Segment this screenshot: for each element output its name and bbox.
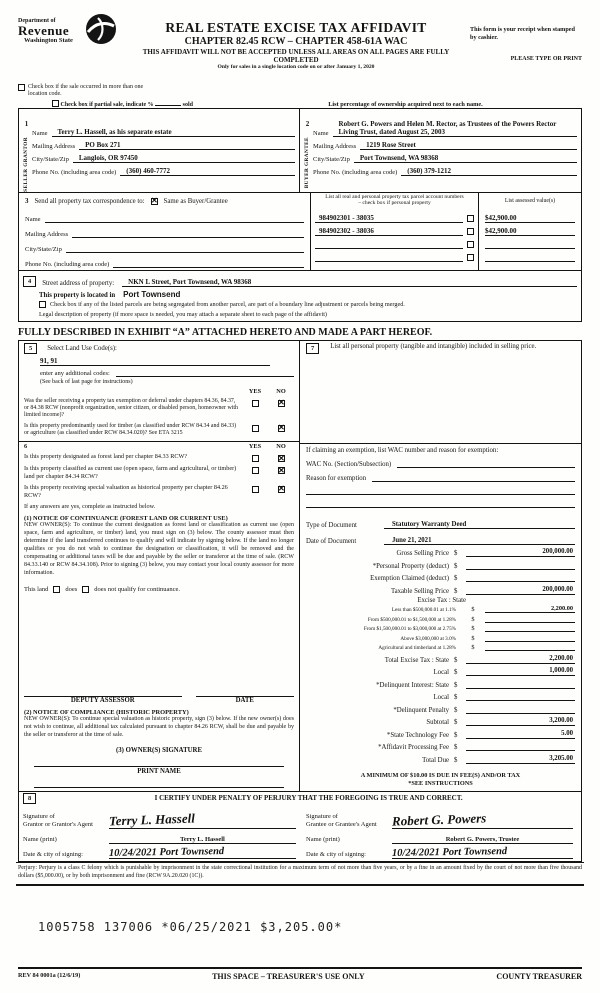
money-value[interactable]: 200,000.00 [466, 548, 575, 557]
dollar-sign: $ [454, 587, 458, 595]
section3-number: 3 [25, 197, 29, 206]
total-row: Total Excise Tax : State $ 2,200.00 [384, 654, 573, 664]
personal-property-blank-area[interactable] [306, 354, 575, 443]
reason-label: Reason for exemption [306, 474, 367, 482]
money-row: Taxable Selling Price $ 200,000.00 [390, 585, 573, 595]
tier-value[interactable] [485, 624, 575, 632]
ownership-note: List percentage of ownership acquired next to each name. [328, 100, 483, 108]
buyer-name-label: Name [313, 129, 329, 137]
reason-field-line2[interactable] [306, 482, 575, 495]
section6-number: 6 [24, 443, 28, 451]
dor-logo [18, 10, 122, 45]
county-treasurer-label: COUNTY TREASURER [496, 972, 582, 981]
grantee-name-print-label: Name (print) [306, 835, 340, 843]
q-no-checkbox[interactable] [278, 425, 285, 432]
does-qualify-checkbox[interactable] [53, 586, 60, 593]
total-value[interactable]: 3,200.00 [466, 717, 575, 726]
land-use-codes-field[interactable]: 91, 91 [40, 357, 270, 366]
parcel-number[interactable] [315, 248, 463, 249]
grantor-signature-line[interactable] [109, 812, 296, 829]
print-name-line[interactable] [34, 787, 284, 788]
money-row: *Personal Property (deduct) $ [306, 557, 575, 570]
personal-property-checkbox[interactable] [467, 241, 474, 248]
excise-tax-header: Excise Tax : State [417, 596, 466, 604]
q-yes-checkbox[interactable] [252, 467, 259, 474]
total-row: Local $ [306, 689, 575, 702]
pre-table-notes [18, 84, 582, 108]
partial-sale-label: Check box if partial sale, indicate % [60, 101, 154, 108]
seller-name-label: Name [32, 129, 48, 137]
corr-phone-field[interactable] [113, 259, 304, 268]
no-header: NO [276, 443, 286, 451]
does-not-qualify-checkbox[interactable] [82, 586, 89, 593]
question-row [24, 453, 294, 462]
continuance-text: NEW OWNER(S): To continue the current designation as forest land or classification as current use (open space, farm and agriculture, or timber) land, you must sign on (3) below. The county assessor must then determine if the land transferred continues to qualify and will indicate by signing below. If the land no longer qualifies or you do not wish to continue the designation or classification, it will be removed and the compensating or additional taxes will be due and payable by the seller or transferor at the time of sale. (RCW 84.33.140 or RCW 84.34.108). Prior to signing (3) below, you may contact your local county assessor for more information. [24, 522, 294, 576]
seller-city-field[interactable]: Langlois, OR 97450 [73, 154, 295, 163]
tier-row: Above $3,000,000 at 3.0% $ [306, 632, 575, 642]
street-address-label: Street address of property: [42, 279, 115, 287]
parcel-header: List all real and personal property tax parcel account numbers [325, 193, 464, 200]
question-text: Is this property designated as forest land per chapter 84.33 RCW? [24, 453, 188, 461]
form-title: REAL ESTATE EXCISE TAX AFFIDAVIT [165, 20, 427, 35]
q-yes-checkbox[interactable] [252, 400, 259, 407]
owners-signature-label: (3) OWNER(S) SIGNATURE [116, 746, 202, 754]
owners-signature-line[interactable] [34, 766, 284, 767]
parcel-row [315, 249, 474, 262]
total-row: Total Due $ 3,205.00 [422, 754, 573, 764]
please-type-or-print: PLEASE TYPE OR PRINT [510, 55, 582, 62]
parcel-number[interactable] [315, 261, 463, 262]
deputy-assessor-label[interactable]: DEPUTY ASSESSOR [24, 696, 182, 704]
form-subtitle: CHAPTER 82.45 RCW – CHAPTER 458-61A WAC [184, 36, 408, 47]
dollar-sign: $ [454, 681, 458, 689]
tier-row: From $500,000.01 to $1,500,000 at 1.28% $ [306, 613, 575, 623]
corr-mailing-field[interactable] [72, 229, 304, 238]
header [18, 10, 582, 82]
total-value[interactable] [466, 742, 575, 751]
dollar-sign: $ [454, 706, 458, 714]
additional-codes-label: enter any additional codes: [40, 369, 110, 377]
segregated-label: Check box if any of the listed parcels are being segregated from another parcel, are part of a boundary line adjustment or parcels being merged. [50, 300, 405, 308]
buyer-phone-field[interactable]: (360) 379-1212 [401, 167, 577, 176]
doc-date-value[interactable]: June 21, 2021 [384, 537, 575, 545]
grantor-sig-label: Signature of [23, 813, 55, 821]
partial-sale-checkbox[interactable] [52, 100, 59, 107]
left-column [19, 341, 300, 791]
buyer-role-label: BUYER GRANTEE [304, 136, 311, 189]
page-footer [18, 967, 582, 981]
dollar-sign: $ [454, 562, 458, 570]
exemption-intro: If claiming an exemption, list WAC number and reason for exemption: [306, 446, 499, 454]
grantor-date-city-line[interactable] [109, 847, 296, 859]
total-row: *State Technology Fee $ 5.00 [386, 729, 573, 739]
question-row [24, 398, 294, 420]
print-name-label: PRINT NAME [137, 767, 181, 775]
doc-type-label: Type of Document [306, 521, 357, 529]
total-value[interactable]: 1,000.00 [466, 667, 575, 676]
seller-name-field[interactable] [52, 128, 295, 137]
dollar-sign: $ [454, 694, 458, 702]
assessed-value[interactable]: $42,900.00 [485, 223, 575, 236]
question-row [24, 423, 294, 438]
dollar-sign: $ [454, 550, 458, 558]
section7-number: 7 [306, 343, 319, 354]
doc-date-label: Date of Document [306, 537, 357, 545]
street-address-field[interactable]: NKN L Street, Port Townsend, WA 98368 [122, 278, 577, 287]
q-no-checkbox[interactable] [278, 486, 285, 493]
perjury-notice: Perjury: Perjury is a class C felony which is punishable by imprisonment in the state correctional institution for a maximum term of not more than five years, or by a fine in an amount fixed by the court of not more than five thousand dollars ($5,000.00), or by both imprisonment and fine (RCW 9A.20.020 (1C)). [16, 862, 584, 886]
dollar-sign: $ [454, 575, 458, 583]
section-8 [18, 792, 582, 862]
grantor-date-city: 10/24/2021 Port Townsend [108, 845, 225, 859]
dollar-sign: $ [454, 744, 458, 752]
buyer-phone-label: Phone No. (including area code) [313, 168, 398, 176]
exemption-block [300, 443, 581, 789]
total-value[interactable] [466, 680, 575, 689]
section8-number: 8 [23, 793, 36, 804]
date-label[interactable]: DATE [196, 696, 294, 704]
grantee-date-city-line[interactable] [392, 847, 573, 859]
seller-role-label: SELLER GRANTOR [23, 136, 30, 192]
minimum-due-note: A MINIMUM OF $10.00 IS DUE IN FEE(S) AND/OR TAX *SEE INSTRUCTIONS [306, 772, 575, 789]
grantor-signature-block: Signature of Grantor or Grantor's Agent Terry L. Hassell Name (print) Terry L. Hassell Date & city of signing: 10/24/2021 Port Townsend [23, 804, 300, 859]
corr-phone-label: Phone No. (including area code) [25, 260, 110, 268]
assessed-value[interactable] [485, 236, 575, 249]
qualify-line: This land does does not qualify for continuance. [24, 585, 181, 593]
parcel-row [315, 210, 474, 223]
dollar-sign: $ [454, 669, 458, 677]
question-text: Was the seller receiving a property tax exemption or deferral under chapters 84.36, 84.37, or 84.38 RCW (nonprofit organization, senior citizen, or disabled person, homeowner with limited income)? [24, 397, 238, 419]
assessed-value-header: List assessed value(s) [504, 197, 556, 204]
correspondence-label: Send all property tax correspondence to: [34, 197, 145, 205]
multi-location-label: Check box if the sale occurred in more than one location code. [28, 84, 144, 97]
seller-city-label: City/State/Zip [32, 155, 69, 163]
wac-label: WAC No. (Section/Subsection) [306, 460, 392, 468]
logo-line3: Washington State [24, 36, 73, 44]
grantee-sig-label: Signature of [306, 813, 338, 821]
see-instructions-note: *SEE INSTRUCTIONS [408, 780, 473, 788]
total-row: *Affidavit Processing Fee $ [306, 739, 575, 752]
seller-phone-label: Phone No. (including area code) [32, 168, 117, 176]
tier-value[interactable] [485, 643, 575, 651]
q-yes-checkbox[interactable] [252, 425, 259, 432]
form-body [18, 108, 582, 322]
parcel-row [315, 223, 474, 236]
partial-sale-percent-line[interactable] [155, 105, 181, 106]
certify-text: I CERTIFY UNDER PENALTY OF PERJURY THAT THE FOREGOING IS TRUE AND CORRECT. [154, 794, 463, 803]
money-value[interactable]: 200,000.00 [466, 586, 575, 595]
yes-header: YES [248, 387, 262, 395]
buyer-name-field[interactable] [333, 120, 577, 137]
tier-row: Agricultural and timberland at 1.28% $ [306, 642, 575, 652]
buyer-mailing-label: Mailing Address [313, 142, 357, 150]
main-columns [18, 340, 582, 792]
section5-number: 5 [24, 343, 37, 354]
corr-name-field[interactable] [45, 214, 304, 223]
grantee-date-city-label: Date & city of signing: [306, 850, 366, 858]
seller-name-value: Terry L. Hassell, as his separate estate [57, 127, 172, 136]
form-warning: THIS AFFIDAVIT WILL NOT BE ACCEPTED UNLESS ALL AREAS ON ALL PAGES ARE FULLY COMPLETED [142, 48, 450, 64]
logo-line1: Department of [18, 18, 56, 24]
dollar-sign: $ [454, 731, 458, 739]
corr-mailing-label: Mailing Address [25, 230, 69, 238]
corr-city-label: City/State/Zip [25, 245, 62, 253]
dollar-sign: $ [454, 656, 458, 664]
seller-mailing-label: Mailing Address [32, 142, 76, 150]
doc-type-value[interactable]: Statutory Warranty Deed [384, 521, 575, 529]
single-location-note: Only for sales in a single location code on or after January 1, 2020 [217, 64, 375, 70]
seller-section-number: 1 [24, 119, 29, 128]
title-block [122, 10, 470, 70]
total-row: Local $ 1,000.00 [433, 667, 573, 677]
section-3 [19, 192, 581, 270]
total-row: *Delinquent Interest: State $ [306, 676, 575, 689]
grantee-signature: Robert G. Powers [391, 809, 487, 829]
compliance-text: NEW OWNER(S): To continue special valuation as historic property, sign (3) below. If the new owner(s) does not wish to continue, all additional tax calculated pursuant to chapter 84.26 RCW, shall be due and payable by the seller or transferor at the time of sale. [24, 716, 294, 738]
yes-header: YES [248, 443, 262, 451]
legal-description-label: Legal description of property (if more space is needed, you may attach a separate sheet to each page of the affidavit) [39, 310, 327, 318]
tier-value[interactable]: 2,200.00 [485, 605, 575, 613]
dollar-sign: $ [471, 606, 475, 614]
total-value[interactable]: 5.00 [466, 730, 575, 739]
total-row: Subtotal $ 3,200.00 [426, 717, 573, 727]
seller-phone-field[interactable]: (360) 460-7772 [120, 167, 295, 176]
question-row [24, 484, 294, 500]
dollar-sign: $ [471, 644, 475, 652]
grantor-date-city-label: Date & city of signing: [23, 850, 83, 858]
grantor-name-print-label: Name (print) [23, 835, 57, 843]
assessed-value[interactable]: $42,900.00 [485, 210, 575, 223]
parties-table [19, 109, 581, 192]
personal-property-label: List all personal property (tangible and intangible) included in selling price. [330, 342, 537, 350]
dollar-sign: $ [454, 719, 458, 727]
parcel-number[interactable]: 984902301 - 38035 [315, 214, 463, 223]
question-text: Is this property classified as current use (open space, farm and agricultural, or timber) land per chapter 84.34 RCW? [24, 465, 237, 481]
segregated-checkbox[interactable] [39, 301, 46, 308]
corr-city-field[interactable] [66, 244, 304, 253]
total-value[interactable] [466, 705, 575, 714]
tier-row: From $1,500,000.01 to $3,000,000 at 2.75% $ [306, 623, 575, 633]
money-value[interactable] [466, 561, 575, 570]
form-revision: REV 84 0001a (12/6/19) [18, 972, 81, 979]
right-column [300, 341, 581, 791]
grantee-signature-line[interactable] [391, 809, 573, 829]
q-no-checkbox[interactable] [278, 400, 285, 407]
section4-number: 4 [23, 276, 36, 287]
see-back-note: (See back of last page for instructions) [40, 378, 133, 385]
money-row: Exemption Claimed (deduct) $ [306, 570, 575, 583]
dor-logo-icon [84, 12, 118, 51]
if-yes-note: If any answers are yes, complete as instructed below. [24, 503, 156, 511]
owners-signature-block [24, 747, 294, 789]
buyer-city-field[interactable]: Port Townsend, WA 98368 [354, 154, 577, 163]
question-text: Is this property predominantly used for timber (as classified under RCW 84.34 and 84.33) or agriculture (as classified under RCW 84.34.020)? See ETA 3215 [24, 422, 237, 437]
logo-line2: Revenue [18, 23, 70, 39]
located-in-value[interactable]: Port Townsend [123, 289, 181, 299]
same-as-buyer-label: Same as Buyer/Grantee [163, 197, 228, 205]
partial-sale-suffix: sold [182, 101, 194, 108]
total-row: *Delinquent Penalty $ [306, 701, 575, 714]
no-header: NO [276, 387, 286, 395]
section-6 [19, 441, 299, 592]
additional-codes-field[interactable] [116, 369, 294, 377]
parcel-row [315, 236, 474, 249]
money-row: Gross Selling Price $ 200,000.00 [396, 548, 573, 558]
buyer-city-label: City/State/Zip [313, 155, 350, 163]
buyer-section-number: 2 [305, 119, 310, 128]
money-value[interactable] [466, 573, 575, 582]
total-value[interactable] [466, 692, 575, 701]
question-text: Is this property receiving special valuation as historical property per chapter 84.26 RCW? [24, 483, 228, 499]
total-value[interactable]: 2,200.00 [466, 655, 575, 664]
buyer-name-value: Robert G. Powers and Helen M. Rector, as Trustees of the Powers Rector Living Trust, dated August 25, 2003 [338, 119, 557, 136]
personal-property-checkbox[interactable] [467, 228, 474, 235]
buyer-mailing-field[interactable]: 1219 Rose Street [360, 141, 577, 150]
tier-row: Less than $500,000.01 at 1.1% $ 2,200.00 [391, 605, 573, 614]
assessed-value[interactable] [485, 249, 575, 262]
grantor-name-print[interactable]: Terry L. Hassell [109, 836, 296, 844]
multi-location-checkbox[interactable] [18, 84, 25, 91]
q-yes-checkbox[interactable] [252, 455, 259, 462]
same-as-buyer-checkbox[interactable] [151, 198, 158, 205]
tier-value[interactable] [485, 615, 575, 623]
total-value[interactable]: 3,205.00 [466, 755, 575, 764]
grantee-date-city: 10/24/2021 Port Townsend [391, 845, 508, 859]
q-yes-checkbox[interactable] [252, 486, 259, 493]
land-use-label: Select Land Use Code(s): [47, 344, 117, 352]
cashier-stamp: 1005758 137006 *06/25/2021 $3,205.00* [38, 920, 343, 934]
receipt-note-block [470, 10, 582, 63]
grantor-signature: Terry L. Hassell [108, 810, 196, 829]
deputy-assessor-row [24, 696, 294, 704]
grantee-name-print[interactable]: Robert G. Powers, Trustee [392, 836, 573, 844]
continuance-title: (1) NOTICE OF CONTINUANCE (FOREST LAND OR CURRENT USE) [24, 515, 228, 523]
treasurer-space-label: THIS SPACE – TREASURER'S USE ONLY [212, 972, 365, 981]
receipt-note: This form is your receipt when stamped by cashier. [470, 26, 575, 41]
exhibit-heading: FULLY DESCRIBED IN EXHIBIT “A” ATTACHED HERETO AND MADE A PART HEREOF. [18, 326, 433, 338]
reason-field-line3[interactable] [306, 495, 575, 508]
reason-field[interactable] [372, 474, 575, 482]
personal-property-checkbox[interactable] [467, 254, 474, 261]
personal-property-checkbox[interactable] [467, 215, 474, 222]
buyer-block [300, 109, 581, 192]
dollar-sign: $ [471, 625, 475, 633]
dollar-sign: $ [454, 756, 458, 764]
seller-mailing-field[interactable]: PO Box 271 [79, 141, 295, 150]
wac-field[interactable] [397, 460, 575, 468]
parcel-number[interactable]: 984902302 - 38036 [315, 227, 463, 236]
compliance-title: (2) NOTICE OF COMPLIANCE (HISTORIC PROPERTY) [24, 709, 189, 717]
q-no-checkbox[interactable] [278, 467, 285, 474]
corr-name-label: Name [25, 215, 41, 223]
dollar-sign: $ [471, 615, 475, 623]
dollar-sign: $ [471, 634, 475, 642]
parcel-list: List all real and personal property tax parcel account numbers – check box if personal property 984902301 - 38035 984902302 - 38036 [311, 193, 479, 270]
grantee-signature-block: Signature of Grantee or Grantee's Agent Robert G. Powers Name (print) Robert G. Powers, Trustee Date & city of signing: 10/24/2021 Port Townsend [300, 804, 577, 859]
section-4 [19, 270, 581, 321]
q-no-checkbox[interactable] [278, 455, 285, 462]
question-row [24, 465, 294, 481]
located-in-label: This property is located in [39, 291, 116, 299]
tier-value[interactable] [485, 634, 575, 642]
assessed-values [479, 193, 581, 270]
seller-block [19, 109, 300, 192]
